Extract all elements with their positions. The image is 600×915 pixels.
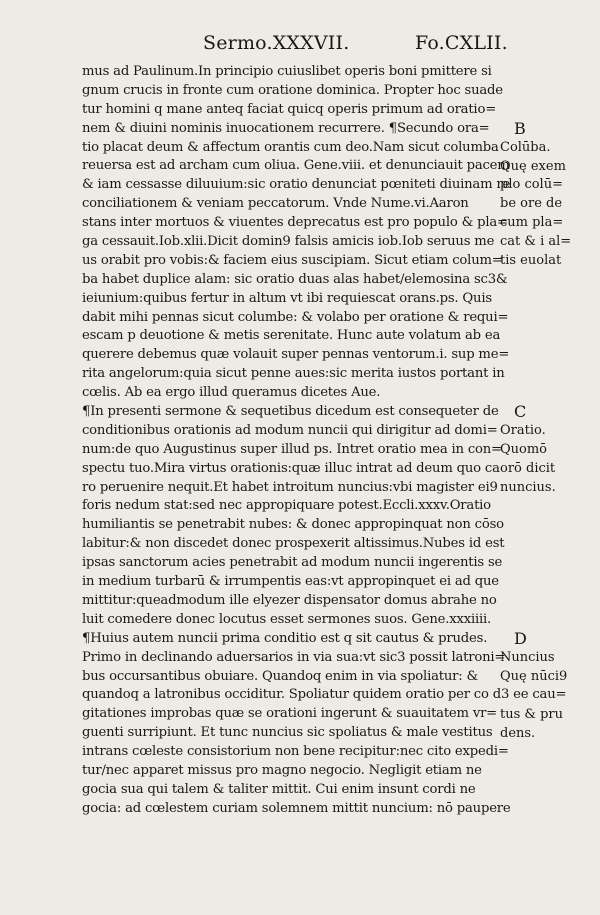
text-line: tur/nec apparet missus pro magno negocio. Negligit etiam ne [82,762,482,778]
text-line: gocia sua qui talem & taliter mittit. Cui enim insunt cordi ne [82,781,476,797]
margin-note: nuncius. [500,479,556,495]
text-line: ¶In presenti sermone & sequetibus dicedum est consequeter de [82,404,499,420]
text-line: labitur:& non discedet donec prospexerit altissimus.Nubes id est [82,536,505,552]
text-line: bus occursantibus obuiare. Quandoq enim in via spoliatur: & [82,668,479,684]
margin-note: Nuncius [500,649,555,665]
text-line: gocia: ad cœlestem curiam solemnem mittit nuncium: nō paupere [82,800,511,816]
text-line: mittitur:queadmodum ille elyezer dispensator domus abrahe no [82,592,497,608]
text-line: ro peruenire nequit.Et habet introitum nuncius:vbi magister ei9 [82,479,498,495]
text-line: luit comedere donec locutus esset sermones suos. Gene.xxxiiii. [82,611,492,627]
margin-note: tus & pru [500,706,564,722]
text-line: cœlis. Ab ea ergo illud queramus dicetes Aue. [82,385,381,401]
margin-note: be ore de [500,196,563,212]
text-line: ga cessauit.Iob.xlii.Dicit domin9 falsis amicis iob.Iob seruus me [82,234,495,250]
text-line: nem & diuini nominis inuocationem recurrere. ¶Secundo ora= [82,120,490,136]
margin-note: Quomō [500,442,548,457]
text-line: Primo in declinando aduersarios in via sua:vt sic3 possit latroni= [82,649,506,665]
text-line: querere debemus quæ volauit super pennas ventorum.i. sup me= [82,347,510,363]
folio-number: Fo.CXLII. [415,32,508,54]
text-line: foris nedum stat:sed nec appropiquare potest.Eccli.xxxv.Oratio [82,498,491,514]
text-line: ieiunium:quibus fertur in altum vt ibi requiescat orans.ps. Quis [82,290,492,306]
margin-note: plo colū= [500,177,563,193]
text-line: & iam cessasse diluuium:sic oratio denunciat pœniteti diuinam re [82,177,511,193]
margin-note: cum pla= [500,215,564,231]
text-line: in medium turbarū & irrumpentis eas:vt appropinquet ei ad que [82,574,499,590]
section-letter: C [514,402,527,422]
text-line: spectu tuo.Mira virtus orationis:quæ illuc intrat ad deum quo ca [82,460,500,476]
text-line: us orabit pro vobis:& faciem eius suscipiam. Sicut etiam colum= [82,252,503,268]
margin-note: orō dicit [500,460,556,476]
section-letter: D [514,629,527,648]
margin-note: Oratio. [500,423,546,439]
margin-note: tis euolat [500,253,562,268]
page-header [0,32,600,56]
text-line: ipsas sanctorum acies penetrabit ad modum nuncii ingerentis se [82,555,503,571]
margin-note: Quę nūci9 [500,668,568,684]
text-line: humiliantis se penetrabit nubes: & donec appropinquat non cōso [82,517,504,533]
margin-note: dens. [500,725,536,741]
text-line: guenti surripiunt. Et tunc nuncius sic spoliatus & male vestitus [82,725,493,741]
text-line: gnum crucis in fronte cum oratione dominica. Propter hoc suade [82,82,503,98]
text-line: ba habet duplice alam: sic oratio duas alas habet/elemosina sc3& [82,271,508,287]
text-line: mus ad Paulinum.In principio cuiuslibet operis boni pmittere si [82,64,492,79]
text-line: intrans cœleste consistorium non bene recipitur:nec cito expedi= [82,744,509,760]
text-line: quandoq a latronibus occiditur. Spoliatur quidem oratio per co d3 ee cau= [82,687,567,703]
text-line: rita angelorum:quia sicut penne aues:sic merita iustos portant in [82,366,505,382]
text-line: tur homini q mane anteq faciat quicq operis primum ad oratio= [82,101,497,117]
sermon-number: Sermo.XXXVII. [203,32,350,54]
text-line: conciliationem & veniam peccatorum. Vnde Nume.vi.Aaron [82,196,469,212]
text-line: gitationes improbas quæ se orationi ingerunt & suauitatem vr= [82,706,498,722]
text-line: num:de quo Augustinus super illud ps. Intret oratio mea in con= [82,441,502,457]
text-line: reuersa est ad archam cum oliua. Gene.viii. et denunciauit pacem [82,158,510,174]
text-line: dabit mihi pennas sicut columbe: & volabo per oratione & requi= [82,309,509,325]
margin-note: Colūba. [500,139,551,155]
text-line: ¶Huius autem nuncii prima conditio est q sit cautus & prudes. [82,630,488,646]
text-line: stans inter mortuos & viuentes deprecatus est pro populo & pla= [82,215,508,231]
text-line: escam p deuotione & metis serenitate. Hunc aute volatum ab ea [82,328,501,344]
text-line: tio placat deum & affectum orantis cum deo.Nam sicut columba [82,139,499,155]
section-letter: B [514,118,526,138]
margin-note: cat & i al= [500,234,572,250]
margin-note: Quę exem [500,158,566,174]
text-line: conditionibus orationis ad modum nuncii qui dirigitur ad domi= [82,422,498,438]
